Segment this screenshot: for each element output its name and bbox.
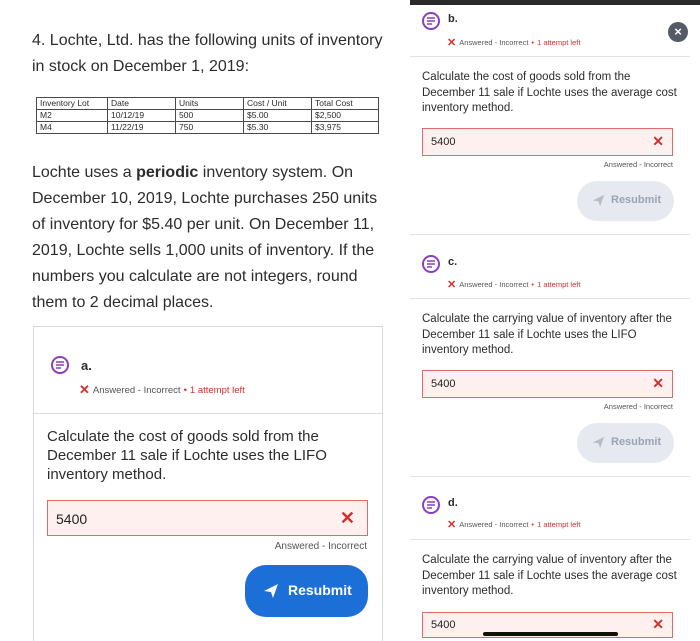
question-badge-icon [51,356,69,374]
para-post: inventory system. On December 10, 2019, Lochte purchases 250 units of inventory for $5.40 per unit. On December 11, 2019, Lochte sells 1,000 units of inventory. If the numbers you calculate are not integers, round them to 2 decimal places. [32,164,378,311]
part-divider [410,298,690,299]
part-divider [410,234,690,235]
part-prompt: Calculate the carrying value of inventory after the December 11 sale if Lochte uses the LIFO inventory method. [422,313,672,356]
table-header: Units [176,98,244,110]
dot-separator: • [531,520,535,529]
incorrect-icon: ✕ [447,279,457,291]
incorrect-icon: ✕ [447,519,457,531]
table-cell: 11/22/19 [108,122,176,134]
status-attempts: 1 attempt left [537,520,581,529]
status-answered: Answered - Incorrect [459,280,529,289]
table-cell: $2,500 [312,110,379,122]
answer-note: Answered - Incorrect [274,541,367,552]
clear-icon: ✕ [652,375,664,391]
part-prompt: Calculate the carrying value of inventory after the December 11 sale if Lochte uses the average cost inventory method. [422,554,677,597]
resubmit-button[interactable] [245,565,368,617]
resubmit-label: Resubmit [288,582,352,598]
clear-icon: ✕ [339,508,355,528]
question-paragraph [32,160,387,316]
question-badge-icon [422,12,440,30]
send-icon [592,194,605,207]
answer-input[interactable] [422,370,673,398]
part-divider [410,56,690,57]
table-cell: 750 [176,122,244,134]
dot-separator: • [183,385,187,396]
table-row [37,122,379,134]
answer-note: Answered - Incorrect [603,402,673,411]
table-cell: $5.00 [244,110,312,122]
status-answered: Answered - Incorrect [459,38,529,47]
clear-icon: ✕ [652,616,664,632]
resubmit-label: Resubmit [611,436,662,448]
table-header: Inventory Lot [37,98,108,110]
part-prompt: Calculate the cost of goods sold from the December 11 sale if Lochte uses the LIFO inventory method. [47,428,327,483]
incorrect-icon: ✕ [79,382,90,397]
question-badge-icon [422,255,440,273]
answer-value: 5400 [56,511,88,527]
dot-separator: • [531,38,535,47]
table-header: Date [108,98,176,110]
send-icon [263,583,279,599]
question-intro: 4. Lochte, Ltd. has the following units of inventory in stock on December 1, 2019: [32,32,383,75]
part-letter: c. [448,256,458,268]
answer-value: 5400 [431,619,456,631]
inventory-table [36,97,379,134]
question-badge-icon [422,496,440,514]
answer-input[interactable] [47,500,368,536]
table-cell: 500 [176,110,244,122]
answer-value: 5400 [431,136,456,148]
part-status [447,278,580,291]
clear-icon: ✕ [652,133,664,149]
status-attempts: 1 attempt left [189,385,245,396]
table-header-row [37,98,379,110]
part-letter: d. [448,497,458,509]
resubmit-button[interactable] [577,423,674,463]
dot-separator: • [531,280,535,289]
part-letter: b. [448,13,458,25]
table-cell: 10/12/19 [108,110,176,122]
table-cell: $3,975 [312,122,379,134]
table-cell: M2 [37,110,108,122]
table-cell: $5.30 [244,122,312,134]
part-letter: a. [81,358,92,373]
part-divider [410,539,690,540]
resubmit-button[interactable] [577,181,674,221]
part-a-card [33,326,383,641]
part-status [447,518,580,531]
incorrect-icon: ✕ [447,37,457,49]
table-header: Cost / Unit [244,98,312,110]
part-divider [410,476,690,477]
status-attempts: 1 attempt left [537,280,581,289]
card-divider [34,413,382,414]
table-row [37,110,379,122]
table-cell: M4 [37,122,108,134]
close-button[interactable]: × [668,22,688,42]
resubmit-label: Resubmit [611,194,662,206]
status-answered: Answered - Incorrect [459,520,529,529]
part-status [447,36,580,49]
send-icon [592,436,605,449]
part-status [79,382,245,398]
home-indicator [483,632,618,636]
answer-input[interactable] [422,128,673,156]
top-bar [410,0,700,5]
status-answered: Answered - Incorrect [92,385,181,396]
answer-note: Answered - Incorrect [603,160,673,169]
answer-value: 5400 [431,378,456,390]
part-prompt: Calculate the cost of goods sold from the December 11 sale if Lochte uses the average cost inventory method. [422,71,677,114]
status-attempts: 1 attempt left [537,38,581,47]
table-header: Total Cost [312,98,379,110]
para-pre: Lochte uses a [32,164,137,181]
para-bold: periodic [136,164,199,181]
